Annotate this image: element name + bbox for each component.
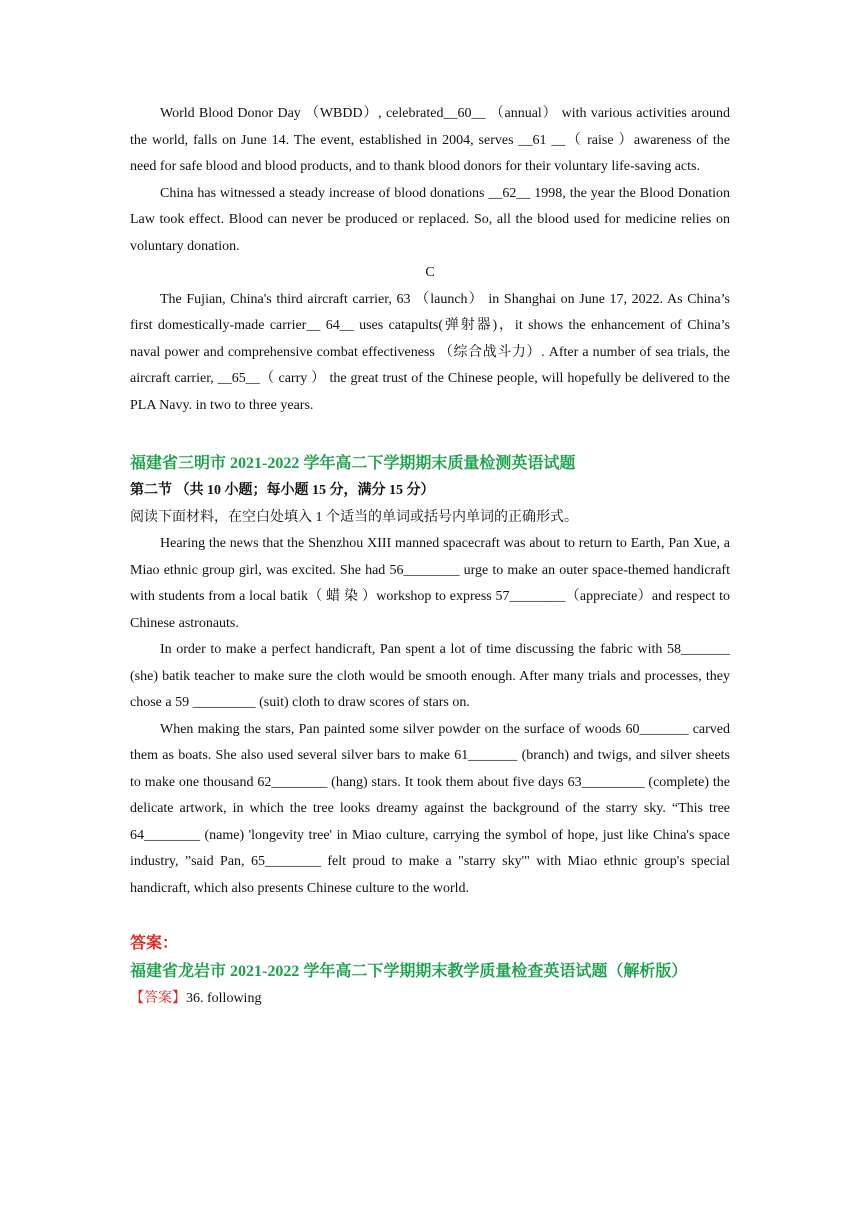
passage-b-paragraph-1: World Blood Donor Day （WBDD）, celebrated__60__ （annual） with various activities around the world, falls on June 14. The event, established in 2004, serves __61 __（ raise ）awareness of the need for safe blood and blood products, and to thank blood donors for their voluntary life-saving acts. — [130, 106, 730, 174]
exercise-paragraph-2: In order to make a perfect handicraft, Pan spent a lot of time discussing the fabric with 58_______ (she) batik teacher to make sure the cloth would be smooth enough. After many trials and processes, they chose a 59 _________ (suit) cloth to draw scores of stars on. — [130, 642, 730, 710]
answer-value: 36. following — [186, 991, 262, 1006]
passage-c-label: C — [425, 265, 435, 280]
exercise-paragraph-3: When making the stars, Pan painted some silver powder on the surface of woods 60_______ carved them as boats. She also used several silver bars to make 61_______ (branch) and twigs, and silver sheets to make one thousand 62________ (hang) stars. It took them about five days 63_________ (complete) the delicate artwork, in which the tree looks dreamy against the background of the starry sky. “This tree 64________ (name) 'longevity tree' in Miao culture, carrying the symbol of hope, just like China's space industry, ”said Pan, 65________ felt proud to make a "starry sky'" with Miao ethnic group's special handicraft, which also presents Chinese culture to the world. — [130, 721, 730, 896]
answer-line — [130, 986, 730, 1013]
section-title: 福建省三明市 2021-2022 学年高二下学期期末质量检测英语试题 — [130, 455, 576, 472]
passage-b-paragraph-2: China has witnessed a steady increase of blood donations __62__ 1998, the year the Blood Donation Law took effect. Blood can never be produced or replaced. So, all the blood used for medicine relies on voluntary donation. — [130, 185, 730, 254]
section-instruction: 阅读下面材料，在空白处填入 1 个适当的单词或括号内单词的正确形式。 — [130, 509, 578, 525]
answers-source-title: 福建省龙岩市 2021-2022 学年高二下学期期末教学质量检查英语试题（解析版） — [130, 963, 688, 980]
answers-heading: 答案： — [130, 935, 179, 952]
exercise-paragraph-1: Hearing the news that the Shenzhou XIII manned spacecraft was about to return to Earth, Pan Xue, a Miao ethnic group girl, was excited. She had 56________ urge to make an outer space-themed handicraft with students from a local batik（ 蜡 染 ）workshop to express 57________（appreciate）and respect to Chinese astronauts. — [130, 536, 730, 631]
answer-tag: 【答案】 — [130, 991, 186, 1006]
document-content — [130, 101, 730, 1013]
section-subtitle: 第二节 （共 10 小题；每小题 15 分，满分 15 分） — [130, 483, 435, 498]
passage-c-paragraph: The Fujian, China's third aircraft carrier, 63 （launch） in Shanghai on June 17, 2022. As China’s first domestically-made carrier__ 64__ uses catapults(弹射器)，it shows the enhancement of China’s naval power and comprehensive combat effectiveness （综合战斗力）. After a number of sea trials, the aircraft carrier, __65__（ carry ） the great trust of the Chinese people, will hopefully be delivered to the PLA Navy. in two to three years. — [130, 291, 730, 413]
